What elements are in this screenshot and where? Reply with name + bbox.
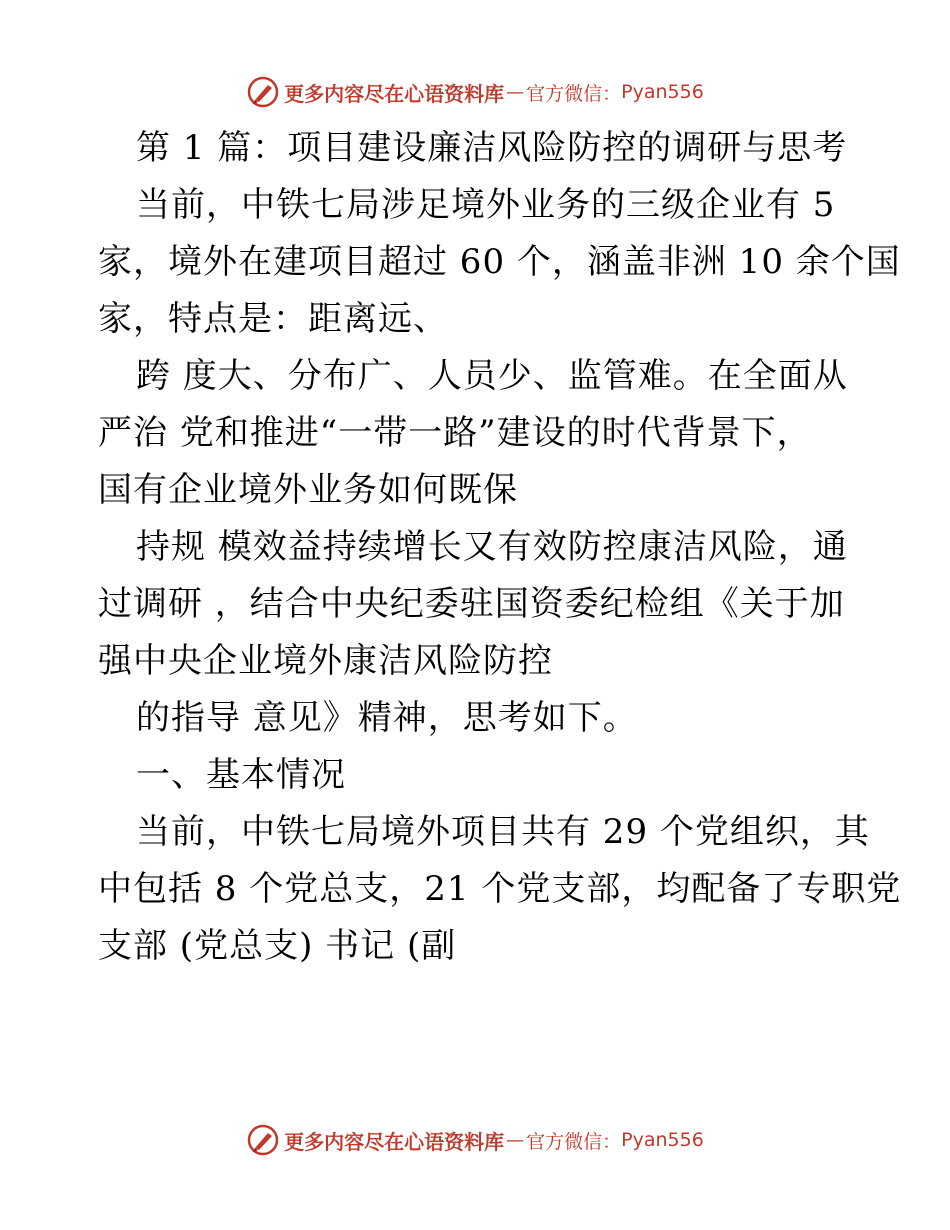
paragraph-line: 国有企业境外业务如何既保 (98, 470, 518, 510)
header-banner (0, 72, 950, 112)
paragraph-line: 过调研 ，结合中央纪委驻国资委纪检组《关于加 (98, 584, 845, 624)
paragraph-line: 当前，中铁七局境外项目共有 29 个党组织，其 (136, 812, 870, 852)
banner-brand: 更多内容尽在心语资料库 (284, 1129, 505, 1154)
paragraph-line: 跨 度大、分布广、人员少、监管难。在全面从 (136, 356, 848, 396)
banner-contact-id: Pyan556 (621, 1129, 704, 1151)
banner-dash: — (506, 81, 525, 103)
pen-logo-icon (246, 75, 280, 109)
paragraph-line: 家，特点是：距离远、 (98, 299, 448, 339)
paragraph-line: 支部 (党总支) 书记 (副 (98, 926, 457, 966)
paragraph-line: 严治 党和推进“一带一路”建设的时代背景下， (98, 413, 812, 453)
document-title: 第 1 篇：项目建设廉洁风险防控的调研与思考 (136, 128, 848, 168)
paragraph-line: 当前，中铁七局涉足境外业务的三级企业有 5 (136, 185, 836, 225)
paragraph-line: 强中央企业境外康洁风险防控 (98, 641, 553, 681)
pen-logo-icon (246, 1123, 280, 1157)
banner-contact-label: 官方微信： (526, 1130, 622, 1153)
paragraph-line: 中包括 8 个党总支，21 个党支部，均配备了专职党 (98, 869, 902, 909)
paragraph-line: 持规 模效益持续增长又有效防控康洁风险，通 (136, 527, 848, 567)
banner-contact-label: 官方微信： (526, 82, 622, 105)
footer-banner (0, 1120, 950, 1160)
document-body (98, 120, 902, 975)
paragraph-line: 家，境外在建项目超过 60 个，涵盖非洲 10 余个国 (98, 242, 901, 282)
section-heading: 一、基本情况 (136, 755, 346, 795)
banner-brand: 更多内容尽在心语资料库 (284, 81, 505, 106)
banner-contact-id: Pyan556 (621, 81, 704, 103)
paragraph-line: 的指导 意见》精神，思考如下。 (136, 698, 638, 738)
banner-dash: — (506, 1129, 525, 1151)
